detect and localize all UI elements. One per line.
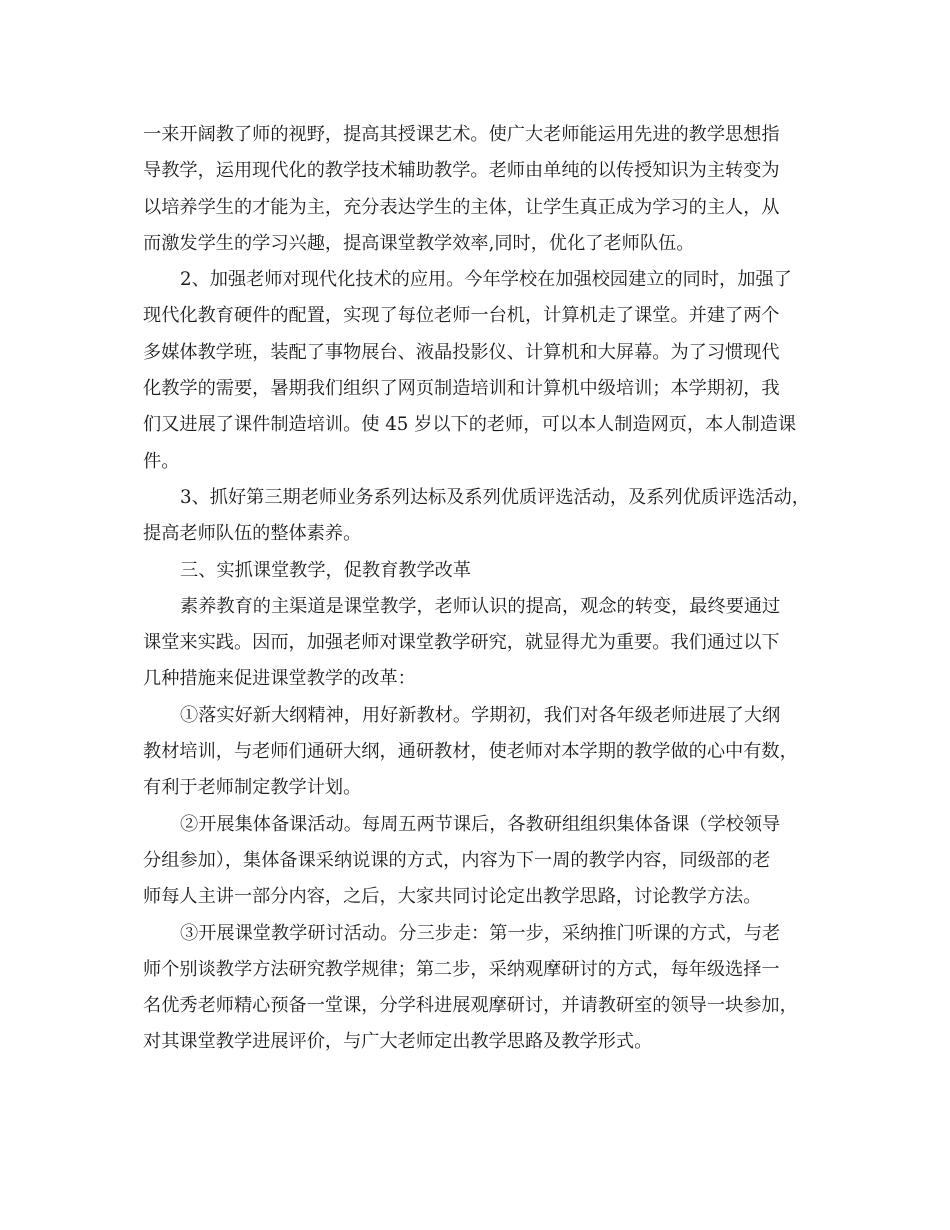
text-line: ③开展课堂教学研讨活动。分三步走：第一步，采纳推门听课的方式，与老 (180, 922, 781, 944)
text-line: 师个别谈教学方法研究教学规律；第二步，采纳观摩研讨的方式，每年级选择一 (143, 958, 780, 980)
text-line: 2、加强老师对现代化技术的应用。今年学校在加强校园建立的同时，加强了 (180, 269, 792, 291)
text-line: 几种措施来促进课堂教学的改革： (143, 668, 416, 690)
text-line: 化教学的需要，暑期我们组织了网页制造培训和计算机中级培训；本学期初，我 (143, 378, 780, 400)
text-line: 多媒体教学班，装配了事物展台、液晶投影仪、计算机和大屏幕。为了习惯现代 (143, 341, 780, 363)
text-line: 教材培训，与老师们通研大纲，通研教材，使老师对本学期的教学做的心中有数， (143, 741, 798, 763)
text-line: 现代化教育硬件的配置，实现了每位老师一台机，计算机走了课堂。并建了两个 (143, 305, 780, 327)
text-line: 素养教育的主渠道是课堂教学，老师认识的提高，观念的转变，最终要通过 (180, 595, 781, 617)
text-line: 而激发学生的学习兴趣，提高课堂教学效率,同时，优化了老师队伍。 (143, 232, 695, 254)
text-line: ②开展集体备课活动。每周五两节课后，各教研组组织集体备课（学校领导 (180, 813, 781, 835)
text-line: 导教学，运用现代化的教学技术辅助教学。老师由单纯的以传授知识为主转变为 (143, 160, 780, 182)
text-line: 课堂来实践。因而，加强老师对课堂教学研究，就显得尤为重要。我们通过以下 (143, 632, 780, 654)
text-line: 名优秀老师精心预备一堂课，分学科进展观摩研讨，并请教研室的领导一块参加， (143, 995, 798, 1017)
text-line: 对其课堂教学进展评价，与广大老师定出教学思路及教学形式。 (143, 1031, 653, 1053)
text-line: 以培养学生的才能为主，充分表达学生的主体，让学生真正成为学习的主人，从 (143, 196, 780, 218)
text-line: 有利于老师制定教学计划。 (143, 777, 362, 799)
text-line: 分组参加），集体备课采纳说课的方式，内容为下一周的教学内容，同级部的老 (143, 849, 771, 871)
text-line: 提高老师队伍的整体素养。 (143, 523, 362, 545)
text-line: 三、实抓课堂教学，促教育教学改革 (180, 559, 472, 581)
text-line: 们又进展了课件制造培训。使 45 岁以下的老师，可以本人制造网页，本人制造课 (143, 414, 797, 436)
text-line: ①落实好新大纲精神，用好新教材。学期初，我们对各年级老师进展了大纲 (180, 704, 781, 726)
text-line: 3、抓好第三期老师业务系列达标及系列优质评选活动，及系列优质评选活动， (180, 486, 810, 508)
text-line: 件。 (143, 450, 180, 472)
text-line: 师每人主讲一部分内容，之后，大家共同讨论定出教学思路，讨论教学方法。 (143, 886, 762, 908)
text-line: 一来开阔教了师的视野，提高其授课艺术。使广大老师能运用先进的教学思想指 (143, 124, 780, 145)
document-body (143, 117, 823, 1061)
